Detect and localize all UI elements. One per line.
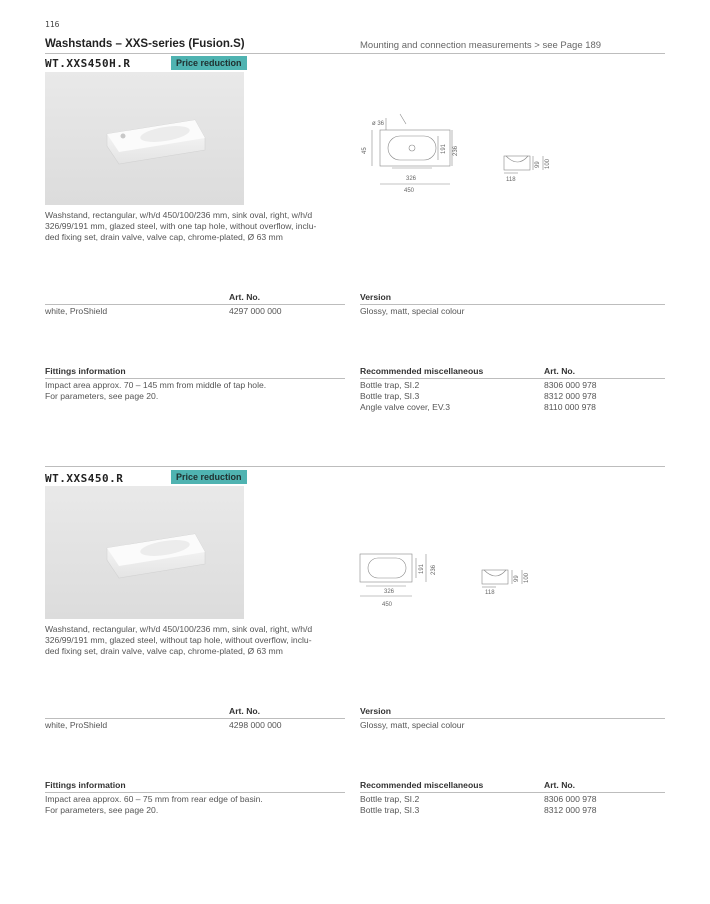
- misc-label: Recommended miscellaneous: [360, 366, 484, 376]
- rule: [45, 304, 345, 305]
- misc-art-no-label: Art. No.: [544, 366, 576, 376]
- list-item: 8312 000 978: [544, 391, 597, 402]
- fittings-info: Impact area approx. 70 – 145 mm from middle of tap hole. For parameters, see page 20.: [45, 380, 267, 402]
- dim-side-height-inner: 99: [535, 161, 541, 168]
- art-no-label: Art. No.: [229, 706, 261, 716]
- list-item: 8312 000 978: [544, 805, 597, 816]
- list-item: Bottle trap, SI.2: [360, 380, 420, 390]
- rule: [360, 378, 665, 379]
- rule: [360, 304, 665, 305]
- dimension-drawing: [356, 550, 566, 620]
- rule: [360, 792, 665, 793]
- mounting-link[interactable]: Mounting and connection measurements > see Page 189: [360, 40, 602, 51]
- product-code: WT.XXS450H.R: [45, 57, 131, 70]
- product-photo: [45, 486, 244, 619]
- washstand-image: [45, 72, 244, 205]
- fittings-label: Fittings information: [45, 366, 126, 376]
- misc-art-no-label: Art. No.: [544, 780, 576, 790]
- misc-names: [360, 794, 419, 816]
- dim-outer-depth: 236: [431, 564, 437, 575]
- product-code: WT.XXS450.R: [45, 472, 124, 485]
- price-reduction-badge: Price reduction: [171, 470, 247, 484]
- product-photo: [45, 72, 244, 205]
- washstand-image: [45, 486, 244, 619]
- dim-offset: 45: [362, 147, 368, 154]
- version-label: Version: [360, 292, 392, 302]
- rule: [360, 718, 665, 719]
- product-description: Washstand, rectangular, w/h/d 450/100/236 mm, sink oval, right, w/h/d 326/99/191 mm, glazed steel, without tap hole, without overflow, inclu- ded fixing set, drain valve, valve cap, chrome-plated, Ø 63 mm: [45, 624, 313, 657]
- rule: [45, 378, 345, 379]
- header-rule: [45, 53, 665, 54]
- version-label: Version: [360, 706, 392, 716]
- dim-side-height-inner: 99: [514, 575, 520, 582]
- fittings-info: Impact area approx. 60 – 75 mm from rear edge of basin. For parameters, see page 20.: [45, 794, 263, 816]
- list-item: Bottle trap, SI.3: [360, 805, 420, 816]
- dim-outer-depth: 236: [453, 145, 459, 156]
- dim-diameter: ø 36: [372, 121, 385, 127]
- list-item: 8110 000 978: [544, 402, 596, 413]
- list-item: 8306 000 978: [544, 380, 597, 390]
- dim-side-height-outer: 100: [545, 158, 551, 169]
- dim-side-width: 118: [506, 177, 516, 183]
- fittings-label: Fittings information: [45, 780, 126, 790]
- list-item: Bottle trap, SI.2: [360, 794, 420, 804]
- product-description: Washstand, rectangular, w/h/d 450/100/236 mm, sink oval, right, w/h/d 326/99/191 mm, glazed steel, with one tap hole, without overflow, inclu- ded fixing set, drain valve, valve cap, chrome-plated, Ø 63 mm: [45, 210, 317, 243]
- dim-inner-depth: 191: [441, 143, 447, 154]
- section-divider: [45, 466, 665, 467]
- color-variant: white, ProShield: [45, 720, 108, 730]
- list-item: Bottle trap, SI.3: [360, 391, 420, 402]
- color-variant: white, ProShield: [45, 306, 108, 316]
- dim-inner-depth: 191: [419, 563, 425, 574]
- price-reduction-badge: Price reduction: [171, 56, 247, 70]
- art-no-label: Art. No.: [229, 292, 261, 302]
- list-item: Angle valve cover, EV.3: [360, 402, 450, 413]
- list-item: 8306 000 978: [544, 794, 597, 804]
- misc-art-nos: [544, 380, 597, 414]
- dim-side-height-outer: 100: [524, 572, 530, 583]
- version: Glossy, matt, special colour: [360, 720, 465, 730]
- misc-names: [360, 380, 450, 414]
- page-number: 116: [45, 20, 60, 29]
- dim-outer-width: 450: [382, 602, 393, 608]
- misc-label: Recommended miscellaneous: [360, 780, 484, 790]
- version: Glossy, matt, special colour: [360, 306, 465, 316]
- rule: [45, 792, 345, 793]
- art-no: 4298 000 000: [229, 720, 282, 730]
- dim-inner-width: 326: [406, 176, 417, 182]
- art-no: 4297 000 000: [229, 306, 282, 316]
- rule: [45, 718, 345, 719]
- dimension-drawing: [356, 110, 566, 200]
- dim-side-width: 118: [485, 590, 495, 596]
- dim-inner-width: 326: [384, 589, 395, 595]
- misc-art-nos: [544, 794, 597, 816]
- dim-outer-width: 450: [404, 188, 415, 194]
- page-title: Washstands – XXS-series (Fusion.S): [45, 38, 245, 50]
